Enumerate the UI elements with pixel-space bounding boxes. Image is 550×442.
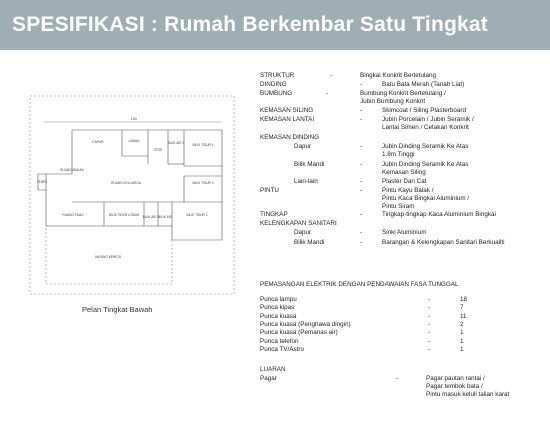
spec-dash: -	[360, 239, 363, 246]
spec-label: KELENGKAPAN SANITARI	[260, 220, 337, 227]
electrical-dash: -	[428, 337, 431, 345]
spec-values	[382, 143, 468, 159]
electrical-dash: -	[428, 312, 431, 320]
electrical-value: 2	[460, 320, 464, 328]
electrical-label: Punca kuasa	[260, 312, 297, 320]
spec-values	[382, 229, 426, 237]
spec-value: 1.8m Tinggi	[382, 151, 415, 158]
room-ruang-tamu: RUANG TAMU	[62, 213, 84, 217]
room-bilik-air-utama: BILIK AIR	[158, 215, 172, 219]
spec-value: Sinki Aluminium	[382, 229, 427, 236]
electrical-value: 18	[460, 296, 468, 303]
spec-label: Dapur	[294, 143, 312, 150]
electrical-value: 7	[460, 304, 464, 312]
spec-value: Bingkai Konkrit Bertetulang	[360, 72, 436, 79]
spec-label: KEMASAN DINDING	[260, 134, 320, 141]
spec-values	[382, 211, 496, 219]
electrical-dash: -	[428, 345, 431, 353]
spec-value: Bumbung Konkrit Bertetulang /	[360, 90, 446, 97]
spec-value: Jubin Dinding Seramik Ke Atas	[382, 161, 469, 168]
spec-value: Lantai Simen / Cetakan Konkrit	[382, 124, 469, 131]
room-dapur: DAPUR	[92, 140, 104, 144]
luaran-label: Pagar	[260, 375, 277, 382]
room-bilik-tidur-2: BILIK TIDUR 2	[186, 213, 208, 217]
room-laman: LAMAN	[128, 139, 140, 143]
spec-label: BUMBUNG	[260, 90, 293, 97]
room-teres: TERES	[36, 180, 48, 184]
luaran-row	[260, 375, 550, 405]
spec-label: STRUKTUR	[260, 72, 295, 79]
spec-values	[382, 81, 464, 89]
spec-dash: -	[360, 81, 363, 88]
spec-label: KEMASAN LANTAI	[260, 116, 315, 123]
room-stor: STOR	[153, 148, 163, 152]
page-title: SPESIFIKASI : Rumah Berkembar Satu Tingkat	[12, 13, 488, 36]
room-bilik-tidur-3: BILIK TIDUR 3	[192, 181, 214, 185]
spec-values	[382, 107, 466, 115]
electrical-label: Punca TV/Astro	[260, 345, 304, 353]
electrical-value: 1	[460, 329, 464, 337]
electrical-dash: -	[428, 304, 431, 312]
room-anjung-kereta: ANJUNG KERETA	[94, 255, 122, 259]
spec-value: Jubin Dinding Seramik Ke Atas	[382, 143, 469, 150]
plan-dimension: 12m	[130, 117, 138, 121]
spec-value: Tingkap-tingkap Kaca Aluminium Bingkai	[382, 211, 496, 218]
spec-dash: -	[360, 178, 363, 185]
room-ruang-makan: RUANG MAKAN	[60, 168, 84, 172]
room-bilik-air-1: BILIK AIR 1	[142, 215, 160, 219]
electrical-dash: -	[428, 296, 431, 303]
title-banner	[0, 0, 550, 50]
electrical-label: Punca telefon	[260, 337, 299, 345]
spec-dash: -	[360, 143, 363, 150]
electrical-label: Punca kuasa (Pemanas air)	[260, 329, 338, 337]
spec-value: Skimcoat / Siling Plasterboard	[382, 107, 466, 114]
electrical-value: 1	[460, 345, 464, 353]
electrical-value: 1	[460, 337, 464, 345]
spec-value: Batu Bata Merah (Tanah Liat)	[382, 81, 465, 88]
spec-values	[382, 161, 468, 177]
spec-value: Pintu Kaca Bingkai Aluminium /	[382, 195, 470, 202]
luaran-value: Pagar pautan rantai /	[426, 375, 485, 382]
spec-value: Jubin Bumbung Konkrit	[360, 98, 426, 105]
spec-dash: -	[330, 72, 333, 79]
spec-value: Barangan & Kelengkapan Sanitari Berkualiti	[382, 239, 505, 246]
electrical-heading: PEMASANGAN ELEKTRIK DENGAN PENDAWAIAN FASA TUNGGAL	[260, 281, 459, 288]
room-bilik-air-2: BILIK AIR 2	[167, 141, 185, 145]
spec-dash: -	[360, 187, 363, 194]
spec-dash: -	[360, 116, 363, 123]
spec-value: Pintu Kayu Balak /	[382, 187, 434, 194]
luaran-value: Pintu masuk keluli talian karat	[426, 391, 510, 398]
room-ruang-keluarga: RUANG KELUARGA	[111, 181, 141, 185]
spec-values	[382, 239, 505, 247]
spec-dash: -	[360, 107, 363, 114]
room-bilik-tidur-4: BILIK TIDUR 4	[192, 143, 214, 147]
room-bilik-tidur-utama: BILIK TIDUR UTAMA	[108, 213, 140, 217]
luaran-value: Pagar tembok bata /	[426, 383, 483, 390]
spec-label: Bilik Mandi	[294, 239, 325, 246]
spec-label: PINTU	[260, 187, 279, 194]
spec-values	[360, 72, 436, 80]
site-boundary	[30, 96, 234, 294]
spec-values	[382, 178, 426, 186]
luaran-values	[426, 375, 509, 399]
luaran-dash: -	[396, 375, 399, 382]
floor-plan	[26, 94, 238, 298]
electrical-label: Punca kipas	[260, 304, 295, 312]
spec-values	[382, 187, 469, 211]
spec-label: Lain-lain	[294, 178, 318, 185]
spec-values	[382, 116, 474, 132]
spec-dash: -	[360, 211, 363, 218]
spec-label: TINGKAP	[260, 211, 288, 218]
spec-value: Plaster Dan Cat	[382, 178, 427, 185]
electrical-label: Punca kuasa (Penghawa dingin)	[260, 320, 351, 328]
spec-value: Pintu Siram	[382, 203, 415, 210]
spec-label: KEMASAN SILING	[260, 107, 314, 114]
plan-caption: Pelan Tingkat Bawah	[82, 305, 153, 314]
spec-label: Dapur	[294, 229, 312, 236]
spec-value: Jubin Porcelain / Jubin Seramik /	[382, 116, 474, 123]
spec-dash: -	[360, 161, 363, 168]
electrical-dash: -	[428, 320, 431, 328]
electrical-label: Punca lampu	[260, 296, 297, 303]
spec-dash: -	[326, 90, 329, 97]
electrical-value: 11	[460, 312, 467, 320]
spec-value: Kemasan Siling	[382, 169, 426, 176]
spec-dash: -	[360, 229, 363, 236]
luaran-heading: LUARAN	[260, 366, 286, 373]
electrical-dash: -	[428, 329, 431, 337]
spec-values	[360, 90, 446, 106]
spec-label: Bilik Mandi	[294, 161, 325, 168]
spec-label: DINDING	[260, 81, 287, 88]
